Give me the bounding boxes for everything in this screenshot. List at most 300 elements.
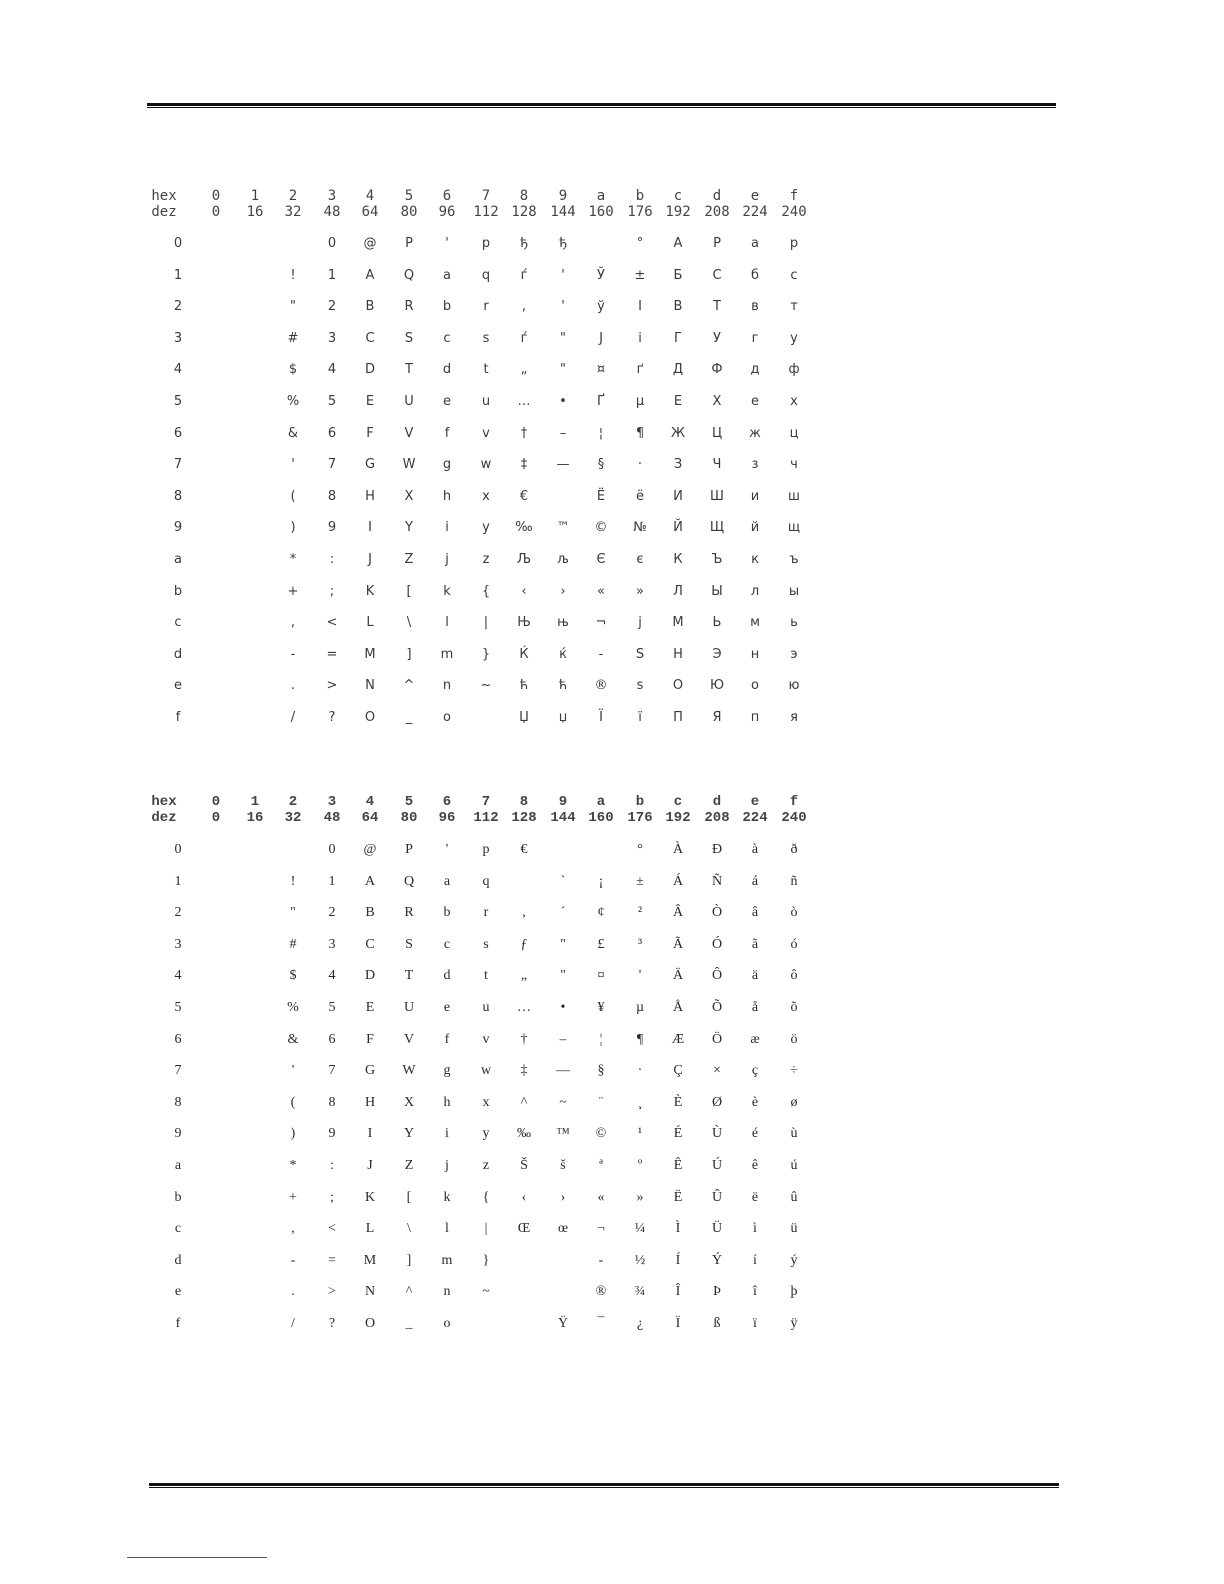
- char-cell: !: [290, 267, 296, 283]
- char-cell: -: [598, 646, 604, 662]
- char-cell: й: [750, 520, 760, 536]
- char-cell: б: [750, 267, 760, 283]
- char-cell: R: [404, 299, 414, 315]
- char-cell: Ф: [711, 362, 723, 378]
- char-cell: п: [750, 710, 760, 725]
- char-cell: Ý: [711, 1252, 723, 1268]
- char-cell: е: [751, 394, 759, 409]
- char-cell: r: [483, 299, 489, 315]
- char-cell: Ú: [711, 1158, 723, 1173]
- hex-header: e: [750, 188, 760, 204]
- char-cell: (: [290, 1094, 296, 1110]
- char-cell: и: [750, 488, 760, 504]
- char-cell: c: [443, 936, 451, 952]
- footer-link-underline: [127, 1557, 267, 1558]
- char-cell: À: [672, 842, 684, 857]
- dec-header: 16: [246, 204, 264, 220]
- row-label: 4: [173, 362, 183, 378]
- char-cell: ‡: [520, 457, 528, 473]
- char-cell: 2: [328, 905, 336, 921]
- char-cell: 2: [327, 299, 337, 315]
- row-label: b: [173, 583, 183, 599]
- char-cell: Æ: [671, 1031, 685, 1047]
- char-cell: Ґ: [597, 394, 605, 409]
- char-cell: k: [443, 583, 451, 599]
- char-cell: €: [519, 488, 529, 504]
- char-cell: i: [445, 1126, 449, 1142]
- char-cell: i: [445, 520, 449, 536]
- char-cell: ®: [595, 1284, 607, 1300]
- char-cell: $: [288, 362, 298, 378]
- char-cell: h: [442, 488, 452, 504]
- char-cell: Á: [672, 873, 684, 889]
- char-cell: ]: [406, 646, 412, 662]
- char-cell: ,: [522, 905, 526, 921]
- dec-header: 224: [742, 204, 768, 220]
- char-cell: љ: [557, 552, 569, 567]
- char-cell: O: [364, 710, 376, 725]
- row-label: 8: [173, 488, 183, 504]
- char-cell: l: [445, 1221, 449, 1237]
- char-cell: Ÿ: [557, 1316, 569, 1331]
- char-cell: ,: [290, 615, 296, 631]
- char-cell: Є: [596, 552, 606, 567]
- char-cell: Ё: [596, 488, 606, 504]
- char-cell: Z: [404, 1158, 414, 1173]
- char-cell: Ü: [711, 1221, 723, 1237]
- char-cell: к: [751, 552, 759, 567]
- char-cell: s: [483, 936, 489, 952]
- char-cell: ã: [751, 936, 759, 952]
- char-cell: æ: [750, 1031, 760, 1047]
- char-cell: p: [482, 842, 490, 857]
- char-cell: X: [403, 1094, 415, 1110]
- char-cell: ¤: [596, 362, 606, 378]
- char-cell: I: [368, 520, 372, 536]
- char-cell: +: [289, 1189, 297, 1205]
- char-cell: Х: [712, 394, 722, 409]
- char-cell: л: [750, 583, 760, 599]
- char-cell: j: [638, 615, 642, 631]
- char-cell: W: [402, 1063, 416, 1079]
- char-cell: џ: [558, 710, 568, 725]
- char-cell: w: [480, 457, 492, 473]
- char-cell: Š: [520, 1158, 528, 1173]
- char-cell: d: [443, 968, 451, 984]
- char-cell: ¢: [597, 905, 605, 921]
- char-cell: Q: [403, 873, 415, 889]
- char-cell: I: [638, 299, 642, 315]
- char-cell: ћ: [558, 678, 568, 694]
- char-cell: b: [442, 299, 452, 315]
- char-cell: Ô: [711, 968, 723, 984]
- char-cell: Ð: [711, 842, 723, 857]
- char-cell: ‰: [515, 520, 533, 536]
- char-cell: ·: [637, 457, 643, 473]
- char-cell: њ: [557, 615, 569, 631]
- char-cell: 4: [328, 968, 336, 984]
- char-cell: >: [326, 678, 338, 694]
- char-cell: }: [481, 646, 491, 662]
- char-cell: ': [291, 1063, 295, 1079]
- char-cell: ;: [329, 583, 335, 599]
- char-cell: |: [484, 1221, 488, 1237]
- char-cell: Э: [712, 646, 722, 662]
- char-cell: ©: [594, 520, 608, 536]
- char-cell: ‹: [521, 583, 527, 599]
- char-cell: ç: [751, 1063, 759, 1079]
- char-cell: ж: [749, 425, 761, 441]
- char-cell: Џ: [519, 710, 529, 725]
- char-cell: ": [560, 362, 566, 378]
- char-cell: „: [520, 968, 528, 984]
- char-cell: k: [443, 1189, 451, 1205]
- char-cell: ": [560, 330, 566, 346]
- char-cell: m: [441, 1252, 453, 1268]
- dec-header: 64: [361, 810, 379, 826]
- char-cell: Ò: [711, 905, 723, 921]
- char-cell: º: [637, 1158, 643, 1173]
- dec-header: 48: [323, 810, 341, 826]
- row-label: d: [173, 646, 183, 662]
- char-cell: ±: [634, 267, 646, 283]
- dec-header: 128: [511, 204, 537, 220]
- char-cell: $: [289, 968, 297, 984]
- char-cell: ©: [595, 1126, 607, 1142]
- char-cell: A: [364, 873, 376, 889]
- char-cell: N: [365, 678, 375, 694]
- char-cell: ø: [790, 1094, 798, 1110]
- char-cell: 8: [328, 1094, 336, 1110]
- char-cell: ÷: [790, 1063, 798, 1079]
- dec-header: 224: [742, 810, 768, 826]
- dec-header: 176: [627, 810, 653, 826]
- char-cell: J: [599, 330, 603, 346]
- char-cell: -: [598, 1252, 604, 1268]
- char-cell: ;: [330, 1189, 334, 1205]
- char-cell: Ў: [597, 267, 605, 283]
- char-cell: Ê: [673, 1158, 683, 1173]
- char-cell: ³: [637, 936, 643, 952]
- row-label: 2: [174, 905, 182, 921]
- char-cell: #: [287, 330, 299, 346]
- char-cell: p: [481, 236, 491, 251]
- char-cell: `: [560, 873, 566, 889]
- row-label: f: [175, 710, 181, 725]
- char-cell: }: [482, 1252, 490, 1268]
- char-cell: /: [291, 1316, 295, 1331]
- hex-header: e: [750, 794, 760, 810]
- char-cell: H: [365, 488, 375, 504]
- row-label: 3: [173, 330, 183, 346]
- char-cell: ъ: [789, 552, 799, 567]
- char-cell: ѓ: [520, 267, 528, 283]
- char-cell: 6: [327, 425, 337, 441]
- char-cell: I: [367, 1126, 373, 1142]
- char-cell: j: [445, 1158, 449, 1173]
- char-cell: %: [286, 394, 300, 409]
- char-cell: F: [366, 425, 374, 441]
- char-cell: X: [404, 488, 414, 504]
- char-cell: ": [560, 936, 566, 952]
- char-cell: »: [636, 583, 644, 599]
- char-cell: P: [405, 842, 413, 857]
- char-cell: Ќ: [519, 646, 529, 662]
- char-cell: z: [482, 552, 490, 567]
- char-cell: .: [291, 1284, 295, 1300]
- char-cell: ƒ: [520, 936, 528, 952]
- char-cell: Y: [405, 520, 413, 536]
- char-cell: Ж: [670, 425, 685, 441]
- char-cell: ~: [559, 1094, 567, 1110]
- char-cell: j: [445, 552, 449, 567]
- char-cell: ‰: [517, 1126, 531, 1142]
- char-cell: ×: [713, 1063, 721, 1079]
- char-cell: &: [287, 1031, 299, 1047]
- dec-header: 16: [246, 810, 264, 826]
- char-cell: V: [403, 1031, 415, 1047]
- dec-header: 32: [284, 204, 302, 220]
- char-cell: b: [443, 905, 451, 921]
- char-cell: Ъ: [711, 552, 723, 567]
- char-cell: l: [445, 615, 449, 631]
- char-cell: µ: [635, 394, 645, 409]
- char-cell: ќ: [559, 646, 567, 662]
- hex-header: d: [712, 794, 722, 810]
- char-cell: ›: [560, 1189, 566, 1205]
- char-cell: S: [404, 330, 414, 346]
- char-cell: +: [287, 583, 299, 599]
- char-cell: Œ: [517, 1221, 531, 1237]
- char-cell: о: [751, 678, 759, 694]
- char-cell: Њ: [517, 615, 531, 631]
- char-cell: t: [483, 362, 489, 378]
- char-cell: T: [404, 968, 414, 984]
- char-cell: ¶: [636, 1031, 644, 1047]
- char-cell: G: [364, 1063, 376, 1079]
- char-cell: ђ: [558, 236, 568, 251]
- dec-header: 144: [550, 810, 576, 826]
- char-cell: ): [290, 520, 296, 536]
- char-cell: 5: [328, 1000, 336, 1015]
- dec-header: 48: [323, 204, 341, 220]
- char-cell: F: [366, 1031, 374, 1047]
- row-label: 6: [173, 425, 183, 441]
- char-cell: H: [364, 1094, 376, 1110]
- char-cell: ђ: [519, 236, 529, 251]
- char-cell: f: [444, 425, 450, 441]
- char-cell: ': [291, 457, 295, 473]
- char-cell: Å: [672, 1000, 684, 1015]
- row-label: c: [174, 615, 182, 631]
- char-cell: ¦: [599, 1031, 603, 1047]
- row-label: 2: [173, 299, 183, 315]
- row-label: f: [175, 1316, 181, 1331]
- char-cell: €: [520, 842, 528, 857]
- char-cell: ': [561, 267, 565, 283]
- char-cell: R: [404, 905, 414, 921]
- char-cell: W: [402, 457, 416, 473]
- char-cell: „: [520, 362, 528, 378]
- hex-header: d: [712, 188, 722, 204]
- char-cell: ?: [328, 1316, 336, 1331]
- hex-header: 6: [442, 794, 452, 810]
- char-cell: —: [556, 1063, 570, 1079]
- char-cell: è: [751, 1094, 759, 1110]
- dec-header: 112: [473, 810, 499, 826]
- row-label: b: [174, 1189, 182, 1205]
- char-cell: d: [442, 362, 452, 378]
- char-cell: ћ: [519, 678, 529, 694]
- dec-header: 144: [550, 204, 576, 220]
- dec-header: 96: [438, 810, 456, 826]
- char-cell: e: [443, 394, 451, 409]
- hex-header: 3: [327, 794, 337, 810]
- char-cell: f: [444, 1031, 450, 1047]
- char-cell: [: [406, 1189, 412, 1205]
- char-cell: q: [481, 267, 491, 283]
- char-cell: u: [482, 1000, 490, 1015]
- char-cell: 5: [327, 394, 337, 409]
- char-cell: Й: [673, 520, 683, 536]
- char-cell: ä: [751, 968, 759, 984]
- hex-header: 0: [211, 188, 221, 204]
- char-cell: É: [673, 1126, 683, 1142]
- char-cell: ¿: [636, 1316, 644, 1331]
- header-rule: [147, 103, 1056, 108]
- hex-header: 6: [442, 188, 452, 204]
- char-cell: ô: [790, 968, 798, 984]
- char-cell: ï: [753, 1316, 757, 1331]
- char-cell: S: [635, 646, 645, 662]
- char-cell: ½: [634, 1252, 646, 1268]
- char-cell: J: [368, 552, 372, 567]
- char-cell: ý: [790, 1252, 798, 1268]
- char-cell: =: [328, 1252, 336, 1268]
- char-cell: [: [406, 583, 412, 599]
- char-cell: A: [365, 267, 375, 283]
- row-label: 5: [174, 1000, 182, 1015]
- char-cell: š: [560, 1158, 566, 1173]
- char-cell: ê: [751, 1158, 759, 1173]
- hex-header: 2: [288, 188, 298, 204]
- char-cell: -: [290, 646, 296, 662]
- hex-header: 5: [404, 794, 414, 810]
- char-cell: §: [597, 457, 605, 473]
- dec-header: 32: [284, 810, 302, 826]
- dec-header: 64: [361, 204, 379, 220]
- char-cell: ¶: [635, 425, 645, 441]
- char-cell: @: [363, 842, 377, 857]
- hex-header: 8: [519, 794, 529, 810]
- char-cell: ™: [556, 1126, 570, 1142]
- char-cell: ц: [789, 425, 799, 441]
- char-cell: †: [520, 425, 528, 441]
- char-cell: (: [290, 488, 296, 504]
- char-cell: L: [365, 1221, 375, 1237]
- char-cell: ü: [790, 1221, 798, 1237]
- char-cell: =: [326, 646, 338, 662]
- char-cell: u: [481, 394, 491, 409]
- char-cell: ò: [790, 905, 798, 921]
- char-cell: д: [750, 362, 760, 378]
- char-cell: n: [442, 678, 452, 694]
- hex-header: a: [596, 188, 606, 204]
- char-cell: C: [365, 936, 375, 952]
- char-cell: ч: [790, 457, 798, 473]
- char-cell: î: [753, 1284, 757, 1300]
- row-label: e: [174, 1284, 182, 1300]
- char-cell: e: [443, 1000, 451, 1015]
- char-cell: ѓ: [520, 330, 528, 346]
- dec-header: 128: [511, 810, 537, 826]
- char-cell: Z: [404, 552, 414, 567]
- dec-header: 80: [400, 204, 418, 220]
- char-cell: Í: [675, 1252, 681, 1268]
- char-cell: õ: [790, 1000, 798, 1015]
- char-cell: Y: [403, 1126, 415, 1142]
- char-cell: :: [330, 1158, 334, 1173]
- char-cell: Я: [712, 710, 722, 725]
- char-cell: ф: [788, 362, 800, 378]
- char-cell: Ë: [673, 1189, 683, 1205]
- char-cell: z: [482, 1158, 490, 1173]
- hex-header: 3: [327, 188, 337, 204]
- char-cell: ': [445, 236, 449, 251]
- char-cell: J: [367, 1158, 373, 1173]
- char-cell: °: [636, 236, 644, 251]
- char-cell: »: [636, 1189, 644, 1205]
- char-cell: Б: [673, 267, 683, 283]
- char-cell: ñ: [790, 873, 798, 889]
- char-cell: U: [404, 394, 414, 409]
- char-cell: {: [482, 1189, 490, 1205]
- char-cell: Г: [674, 330, 682, 346]
- hex-header: 2: [288, 794, 298, 810]
- dec-header: 0: [211, 810, 221, 826]
- char-cell: x: [482, 488, 490, 504]
- dec-header: 192: [665, 204, 691, 220]
- row-label: a: [174, 1158, 182, 1173]
- row-label: 7: [173, 457, 183, 473]
- char-cell: Н: [673, 646, 683, 662]
- char-cell: í: [753, 1252, 757, 1268]
- dec-header: 160: [588, 810, 614, 826]
- char-cell: P: [405, 236, 413, 251]
- char-cell: Ö: [711, 1031, 723, 1047]
- char-cell: ): [290, 1126, 296, 1142]
- hex-header: 1: [250, 794, 260, 810]
- char-cell: o: [443, 1316, 451, 1331]
- char-cell: c: [443, 330, 451, 346]
- char-cell: ': [561, 299, 565, 315]
- char-cell: ї: [638, 710, 642, 725]
- char-cell: Љ: [516, 552, 532, 567]
- char-cell: а: [751, 236, 759, 251]
- dec-header: 240: [781, 810, 807, 826]
- char-cell: 1: [328, 873, 336, 889]
- char-cell: \: [407, 1221, 411, 1237]
- char-cell: ú: [790, 1158, 798, 1173]
- char-cell: x: [482, 1094, 490, 1110]
- char-cell: m: [440, 646, 454, 662]
- char-cell: û: [790, 1189, 798, 1205]
- row-label: 9: [173, 520, 183, 536]
- char-cell: 3: [328, 936, 336, 952]
- hex-header: c: [673, 188, 683, 204]
- char-cell: t: [484, 968, 488, 984]
- char-cell: <: [326, 615, 338, 631]
